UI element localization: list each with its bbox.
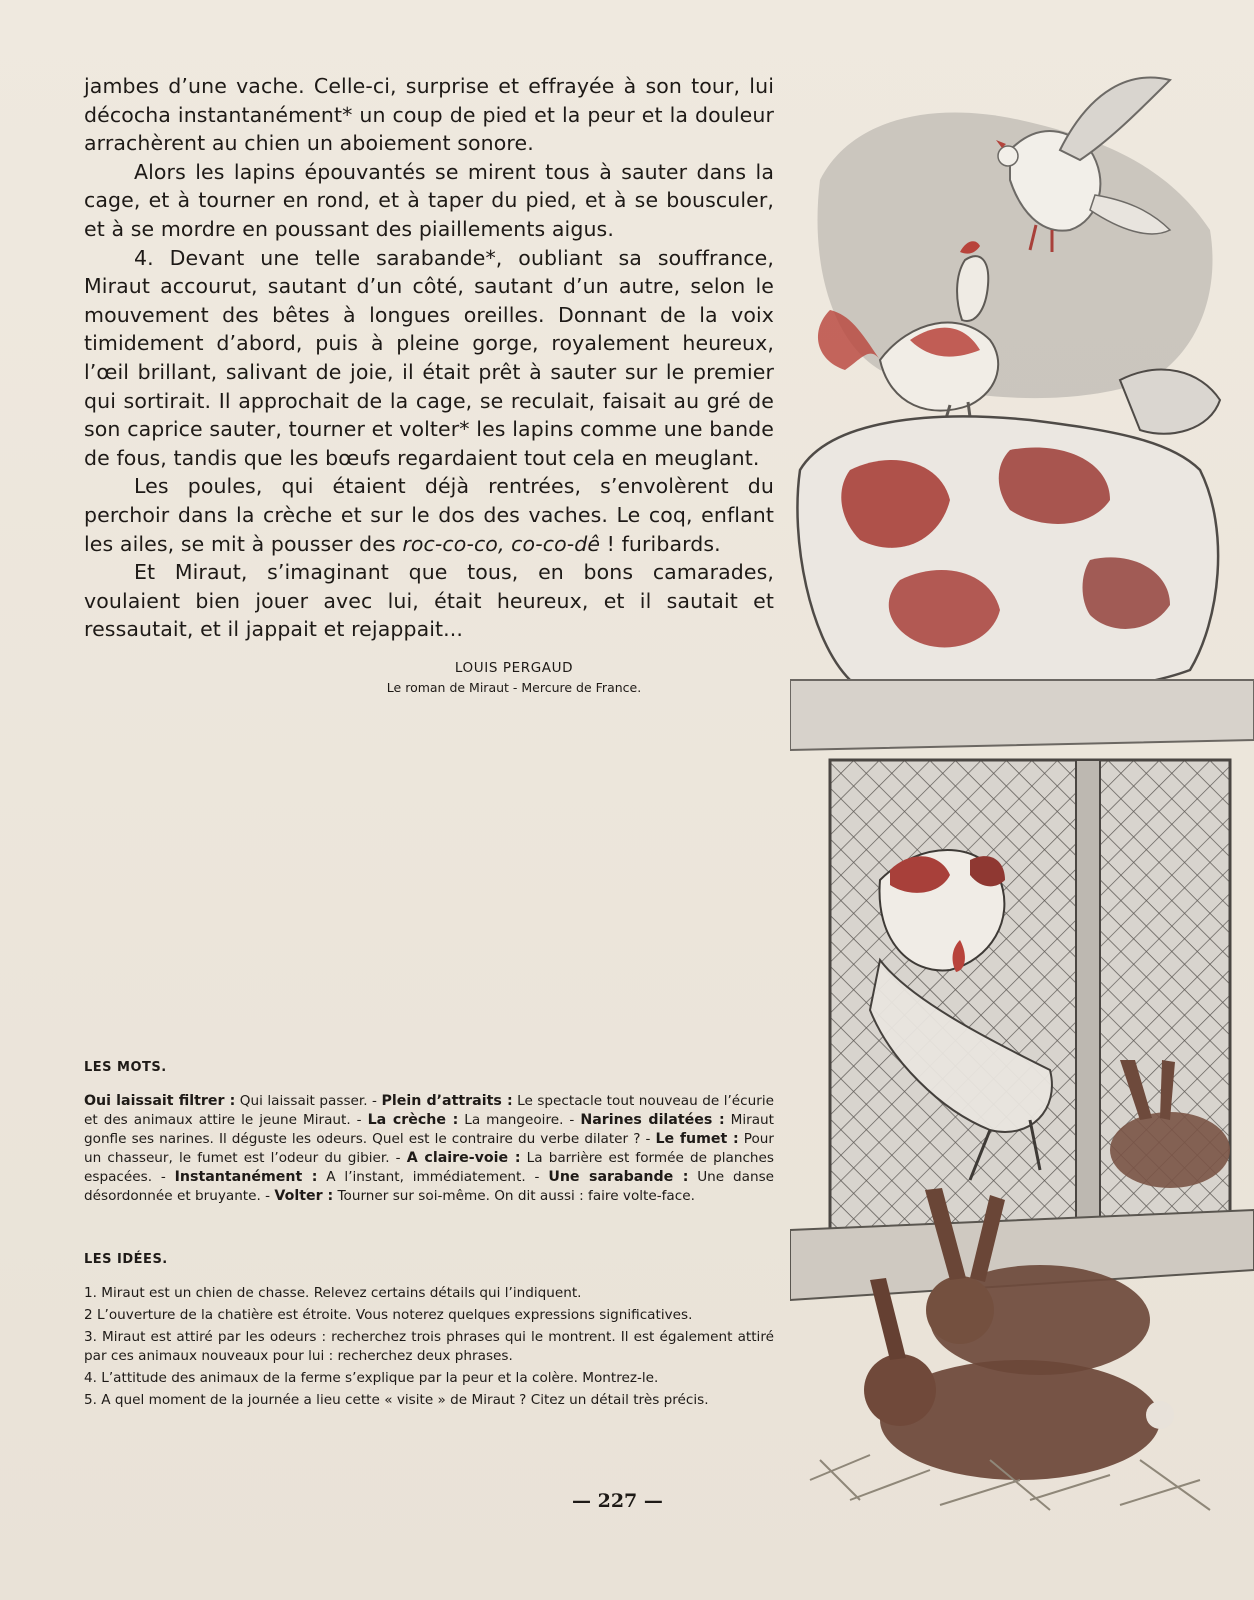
story-paragraph-3: 4. Devant une telle sarabande*, oubliant sa souffrance, Miraut accourut, sautant d’un côté, sautant d’un autre, selon le mouvement des bêtes à longues oreilles. Donnant de la voix timidement d’abord, puis à pleine gorge, royalement heureux, l’œil brillant, salivant de joie, il était prêt à sauter sur le premier qui sortirait. Il approchait de la cage, se reculait, faisait au gré de son caprice sauter, tourner et volter* les lapins comme une bande de fous, tandis que les bœufs regardaient tout cela en meuglant. — [84, 245, 774, 470]
poules-text-before: Les poules, qui étaient déjà rentrées, s’envolèrent du perchoir dans la crèche et sur le dos des vaches. Le coq, enflant les ailes, se mit à pousser des — [84, 474, 774, 556]
page-number: — 227 — — [572, 1490, 663, 1512]
poules-text-after: ! furibards. — [600, 531, 721, 556]
manger-plank — [790, 680, 1254, 750]
mots-def-3: La mangeoire. - — [458, 1112, 581, 1128]
mots-term-5: Le fumet : — [655, 1131, 739, 1147]
idee-item-2: 2 L’ouverture de la chatière est étroite. Vous noterez quelques expressions significatives. — [84, 1307, 693, 1323]
mots-def-4: Miraut gonfle ses narines. Il déguste les odeurs. Quel est le contraire du verbe dilater ? - — [84, 1112, 775, 1147]
mots-term-8: Une sarabande : — [548, 1169, 689, 1185]
mots-def-8: Une danse désordonnée et bruyante. - — [84, 1169, 775, 1204]
mots-term-3: La crèche : — [367, 1112, 459, 1128]
story-text — [84, 72, 774, 644]
mots-def-5: Pour un chasseur, le fumet est l’odeur du gibier. - — [84, 1131, 774, 1166]
idees-list — [84, 1284, 774, 1413]
mots-term-4: Narines dilatées : — [580, 1112, 725, 1128]
idees-heading: LES IDÉES. — [84, 1252, 168, 1267]
story-paragraph-1: jambes d’une vache. Celle-ci, surprise et effrayée à son tour, lui décocha instantanément* un coup de pied et la peur et la douleur arrachèrent au chien un aboiement sonore. — [84, 74, 774, 156]
mots-term-7: Instantanément : — [174, 1169, 318, 1185]
mots-def-9: Tourner sur soi-même. On dit aussi : faire volte-face. — [333, 1188, 695, 1204]
author-name: LOUIS PERGAUD — [454, 659, 574, 676]
idee-item-4: 4. L’attitude des animaux de la ferme s’explique par la peur et la colère. Montrez-le. — [84, 1370, 659, 1386]
mots-term-2: Plein d’attraits : — [381, 1093, 513, 1109]
cow-icon — [797, 370, 1220, 694]
story-paragraph-4: Et Miraut, s’imaginant que tous, en bons camarades, voulaient bien jouer avec lui, était heureux, et il sautait et ressautait, et il jappait et rejappait... — [84, 560, 774, 642]
farm-animals-illustration — [790, 60, 1254, 1540]
mots-def-6: La barrière est formée de planches espacées. - — [84, 1150, 774, 1185]
idee-item-1: 1. Miraut est un chien de chasse. Relevez certains détails qui l’indiquent. — [84, 1285, 582, 1301]
mots-def-1: Qui laissait passer. - — [235, 1093, 382, 1109]
source-reference: Le roman de Miraut - Mercure de France. — [386, 679, 642, 695]
mots-heading: LES MOTS. — [84, 1060, 167, 1075]
signature — [254, 658, 774, 698]
story-column — [84, 72, 774, 698]
story-paragraph-poules — [84, 472, 774, 558]
mots-term-6: A claire-voie : — [406, 1150, 521, 1166]
mots-def-7: A l’instant, immédiatement. - — [317, 1169, 549, 1185]
story-paragraph-2: Alors les lapins épouvantés se mirent tous à sauter dans la cage, et à tourner en rond, et à taper du pied, et à se bousculer, et à se mordre en poussant des piaillements aigus. — [84, 159, 774, 241]
mots-term-1: Oui laissait filtrer : — [84, 1093, 236, 1109]
mots-glossary — [84, 1092, 774, 1206]
mots-term-9: Volter : — [274, 1188, 334, 1204]
cage-post — [1076, 760, 1100, 1230]
idee-item-5: 5. A quel moment de la journée a lieu cette « visite » de Miraut ? Citez un détail très précis. — [84, 1392, 709, 1408]
rooster-cry: roc-co-co, co-co-dê — [402, 531, 601, 556]
mots-def-2: Le spectacle tout nouveau de l’écurie et des animaux attire le jeune Miraut. - — [84, 1093, 774, 1128]
idee-item-3: 3. Miraut est attiré par les odeurs : recherchez trois phrases qui le montrent. Il est également attiré par ces animaux nouveaux pour lui : recherchez deux phrases. — [84, 1329, 774, 1364]
